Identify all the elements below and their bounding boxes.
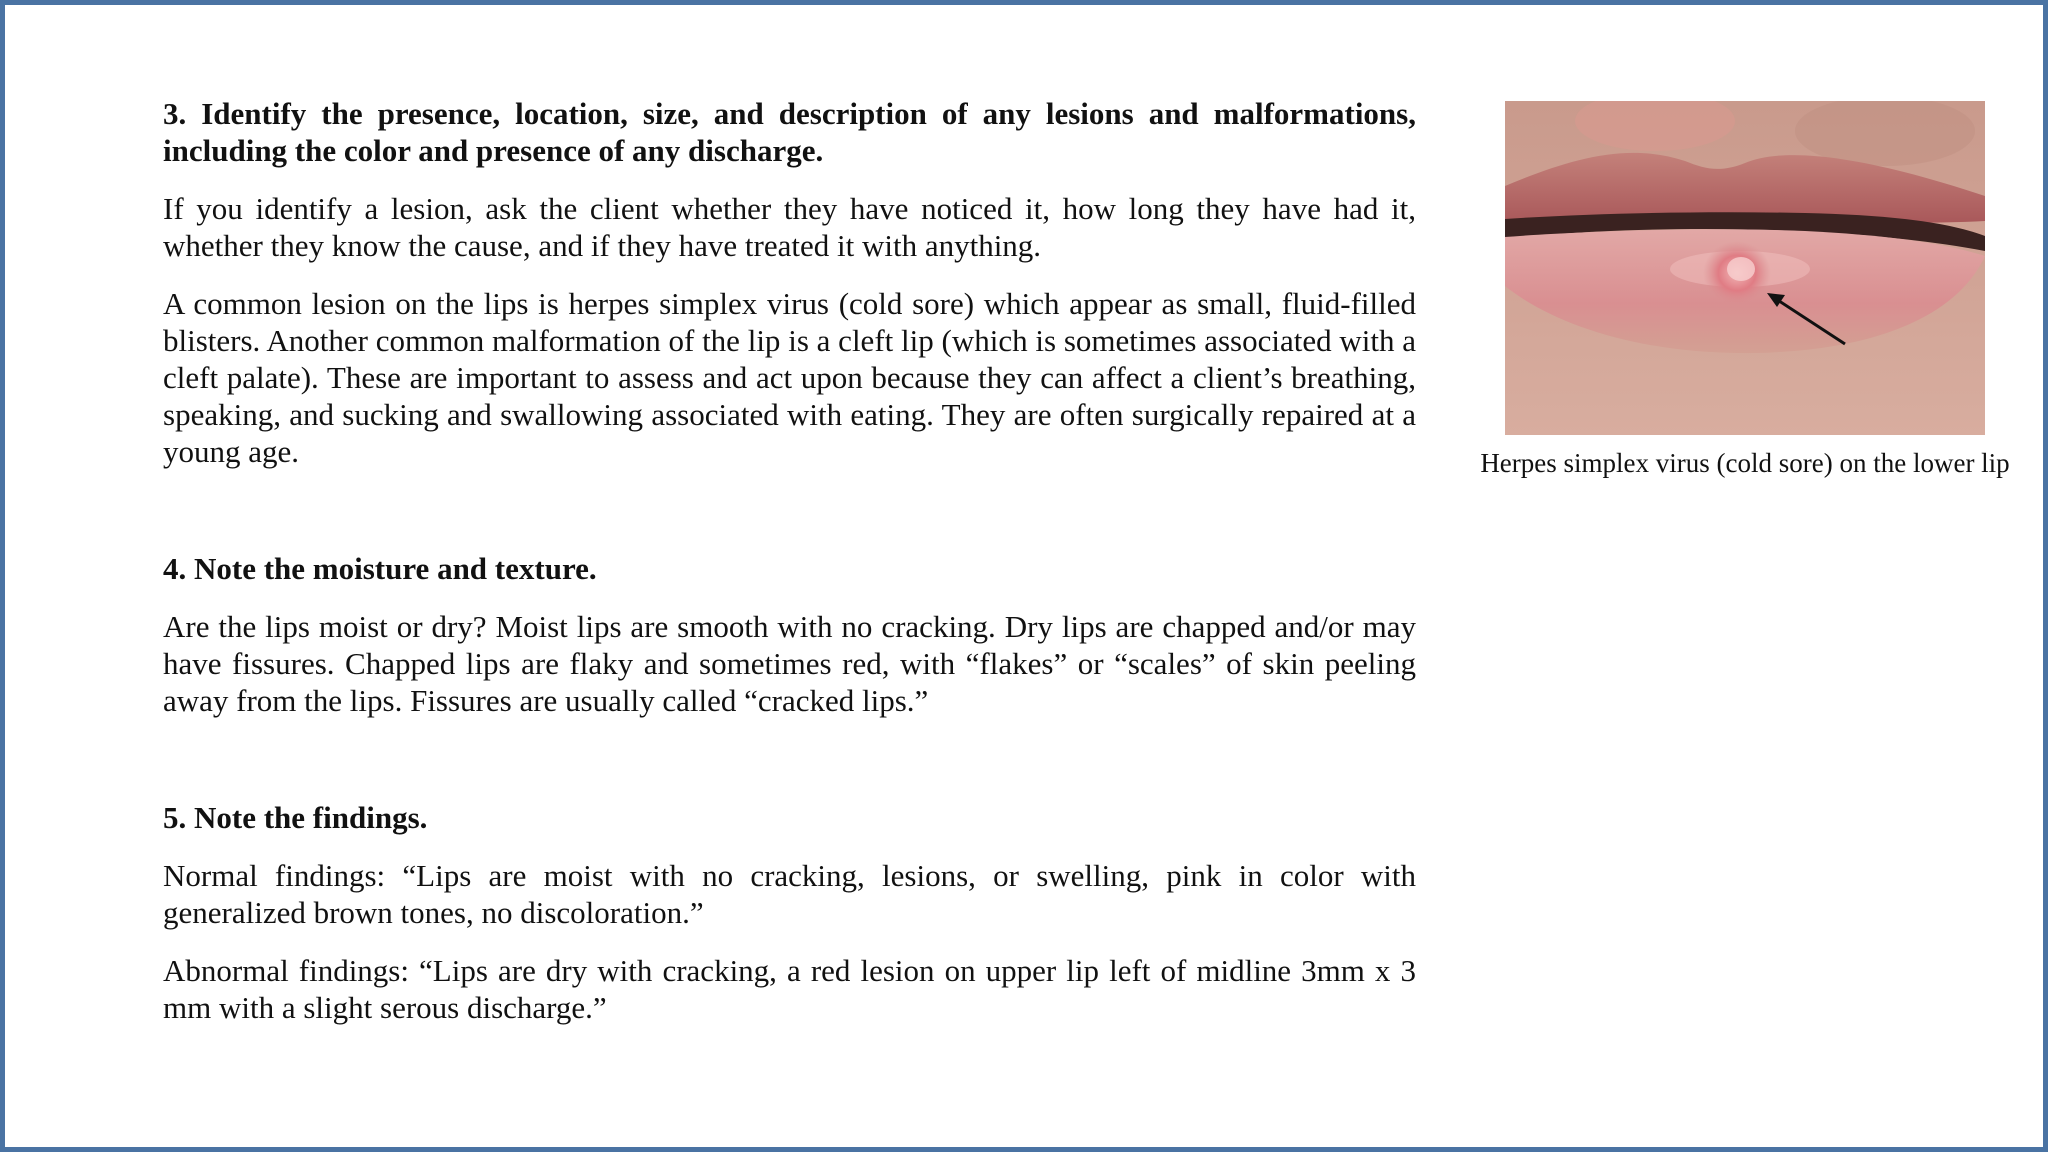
paragraph: Normal findings: “Lips are moist with no cracking, lesions, or swelling, pink in color with generalized brown tones, no discoloration.” (163, 858, 1416, 930)
section-moisture (163, 550, 1416, 719)
section-heading: 3. Identify the presence, location, size, and description of any lesions and malformations, including the color and presence of any discharge. (163, 96, 1416, 168)
paragraph: A common lesion on the lips is herpes simplex virus (cold sore) which appear as small, fluid-filled blisters. Another common malformation of the lip is a cleft lip (which is sometimes associated with a cleft palate). These are important to assess and act upon because they can affect a client’s breathing, speaking, and sucking and swallowing associated with eating. They are often surgically repaired at a young age. (163, 286, 1416, 469)
figure-caption: Herpes simplex virus (cold sore) on the lower lip (1480, 448, 2010, 478)
section-lesions (163, 95, 1416, 470)
cold-sore-photo (1505, 101, 1985, 435)
main-text (163, 95, 1416, 1047)
paragraph: Abnormal findings: “Lips are dry with cracking, a red lesion on upper lip left of midline 3mm x 3 mm with a slight serous discharge.” (163, 953, 1416, 1025)
figure (1445, 101, 2045, 479)
section-findings (163, 799, 1416, 1026)
paragraph: Are the lips moist or dry? Moist lips are smooth with no cracking. Dry lips are chapped and/or may have fissures. Chapped lips are flaky and sometimes red, with “flakes” or “scales” of skin peeling away from the lips. Fissures are usually called “cracked lips.” (163, 609, 1416, 718)
section-heading: 5. Note the findings. (163, 800, 428, 835)
section-heading: 4. Note the moisture and texture. (163, 551, 597, 586)
paragraph: If you identify a lesion, ask the client whether they have noticed it, how long they have had it, whether they know the cause, and if they have treated it with anything. (163, 191, 1416, 263)
